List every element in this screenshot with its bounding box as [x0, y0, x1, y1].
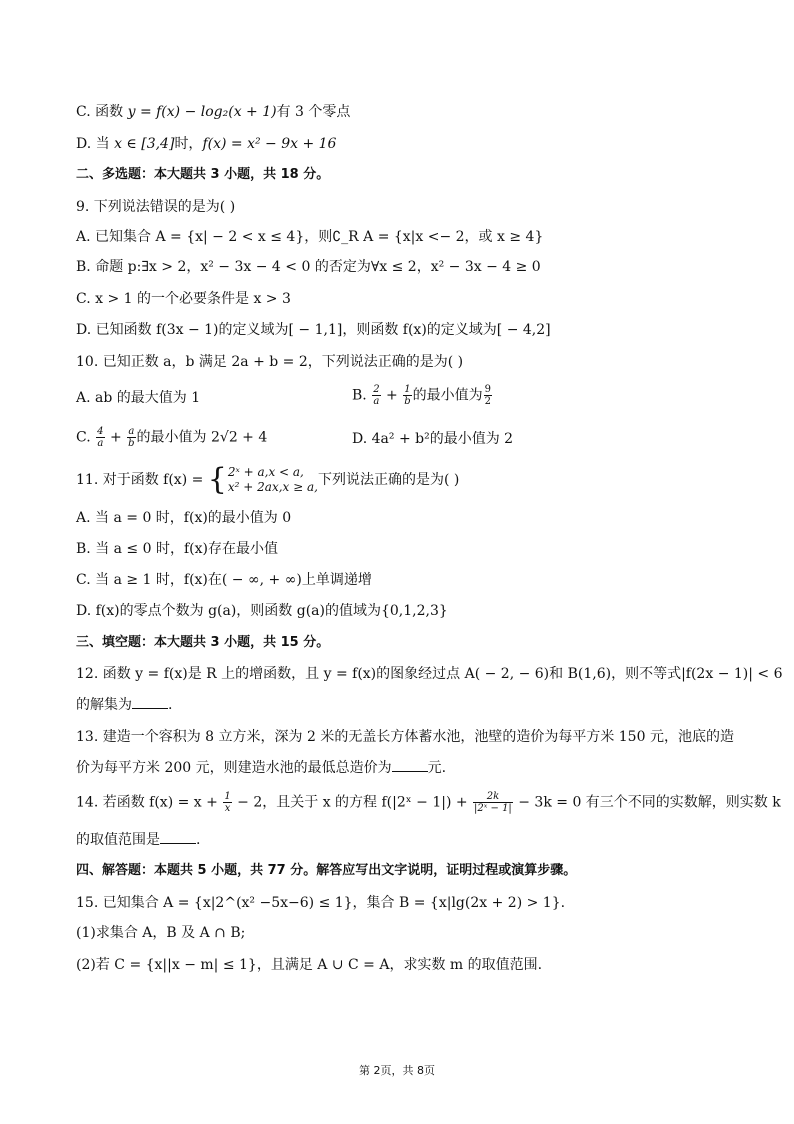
q8-d-math-2: f(x) = x² − 9x + 16	[202, 136, 337, 152]
q13-line-2-prefix: 价为每平方米 200 元，则建造水池的最低总造价为	[76, 760, 392, 776]
q14-line-2-suffix: .	[196, 832, 201, 848]
q12-line-2	[76, 696, 172, 714]
q8-option-d	[76, 135, 336, 153]
answer-blank	[160, 831, 196, 844]
q11-option-c: C. 当 a ≥ 1 时，f(x)在( − ∞, + ∞)上单调递增	[76, 572, 372, 588]
section-multiple-choice-title: 二、多选题：本大题共 3 小题，共 18 分。	[76, 167, 330, 182]
q8-c-suffix: 有 3 个零点	[276, 104, 351, 120]
q14-line-2	[76, 831, 200, 849]
q8-option-c	[76, 103, 350, 121]
q10-b-suffix: 的最小值为	[412, 387, 483, 404]
q12-line-2-suffix: .	[168, 697, 173, 713]
q13-line-2-suffix: 元.	[427, 760, 447, 776]
q14-line-1	[76, 791, 781, 814]
fraction-4-over-a: $\frac{4}{a}$	[97, 426, 104, 449]
q10-option-c: C. $\frac{4}{a}$ + $\frac{a}{b}$ 的最小值为 2√2 + 4	[76, 426, 268, 449]
q10-c-suffix: 的最小值为 2√2 + 4	[136, 429, 268, 446]
fraction-9-over-2: $\frac{9}{2}$	[484, 384, 491, 407]
q15-part-2: (2)若 C = {x||x − m| ≤ 1}，且满足 A ∪ C = A，求实数 m 的取值范围.	[76, 957, 543, 973]
q10-option-b: B. $\frac{2}{a}$ + $\frac{1}{b}$ 的最小值为 $\frac{9}{2}$	[352, 384, 491, 407]
fraction-2-over-a: $\frac{2}{a}$	[373, 384, 380, 407]
fraction-1-over-b: $\frac{1}{b}$	[404, 384, 411, 407]
q10-stem: 10. 已知正数 a，b 满足 2a + b = 2，下列说法正确的是为( )	[76, 354, 464, 370]
q10-option-d: D. 4a² + b²的最小值为 2	[352, 431, 514, 447]
answer-blank	[132, 696, 168, 709]
q13-line-1: 13. 建造一个容积为 8 立方米，深为 2 米的无盖长方体蓄水池，池壁的造价为每平方米 150 元，池底的造	[76, 729, 734, 745]
q9-option-d: D. 已知函数 f(3x − 1)的定义域为[ − 1,1]，则函数 f(x)的定义域为[ − 4,2]	[76, 322, 551, 338]
q14-prefix: 14. 若函数 f(x) = x +	[76, 794, 223, 811]
q11-stem-suffix: 下列说法正确的是为( )	[317, 472, 460, 488]
fraction-a-over-b: $\frac{a}{b}$	[128, 426, 135, 449]
q8-d-prefix: D. 当	[76, 136, 115, 152]
fraction-1-over-x: $\frac{1}{x}$	[224, 791, 231, 814]
q14-line-2-prefix: 的取值范围是	[76, 832, 160, 848]
q12-line-2-prefix: 的解集为	[76, 697, 132, 713]
q12-line-1: 12. 函数 y = f(x)是 R 上的增函数，且 y = f(x)的图象经过点 A( − 2, − 6)和 B(1,6)，则不等式|f(2x − 1)| < 6	[76, 666, 783, 682]
section-fill-in-title: 三、填空题：本大题共 3 小题，共 15 分。	[76, 635, 330, 650]
q9-option-b: B. 命题 p:∃x > 2，x² − 3x − 4 < 0 的否定为∀x ≤ 2，x² − 3x − 4 ≥ 0	[76, 259, 541, 275]
q11-stem	[76, 462, 460, 497]
q15-part-1: (1)求集合 A，B 及 A ∩ B;	[76, 925, 246, 941]
q8-c-math: y = f(x) − log₂(x + 1)	[127, 104, 277, 120]
q9-option-a: A. 已知集合 A = {x| − 2 < x ≤ 4}，则∁_R A = {x|x <− 2，或 x ≥ 4}	[76, 229, 544, 245]
q9-option-c: C. x > 1 的一个必要条件是 x > 3	[76, 291, 291, 307]
piecewise-cases	[228, 465, 318, 495]
q10-c-prefix: C.	[76, 429, 96, 446]
q8-d-math-1: x ∈ [3,4]	[114, 136, 175, 152]
q10-b-prefix: B.	[352, 387, 372, 404]
section-solution-title: 四、解答题：本题共 5 小题，共 77 分。解答应写出文字说明，证明过程或演算步骤。	[76, 863, 577, 878]
q8-d-mid: 时，	[174, 136, 203, 152]
left-brace: {	[207, 462, 227, 497]
q11-stem-prefix: 11. 对于函数 f(x) =	[76, 472, 208, 488]
q15-stem: 15. 已知集合 A = {x|2^(x² −5x−6) ≤ 1}，集合 B = {x|lg(2x + 2) > 1}.	[76, 895, 566, 911]
page-footer: 第 2页，共 8页	[359, 1064, 435, 1077]
q9-stem: 9. 下列说法错误的是为( )	[76, 199, 236, 215]
answer-blank	[392, 759, 428, 772]
q10-option-a: A. ab 的最大值为 1	[76, 390, 201, 406]
piecewise-case-1: 2ˣ + a,x < a,	[227, 465, 304, 479]
q14-suffix: − 3k = 0 有三个不同的实数解，则实数 k	[513, 794, 781, 811]
q11-option-a: A. 当 a = 0 时，f(x)的最小值为 0	[76, 510, 292, 526]
q8-c-prefix: C. 函数	[76, 104, 128, 120]
fraction-2k-over-abs: $\frac{2k}{\text{|2ˣ − 1|}}$	[474, 791, 512, 814]
q14-mid: − 2，且关于 x 的方程 f(|2ˣ − 1|) +	[232, 794, 473, 811]
q11-option-d: D. f(x)的零点个数为 g(a)，则函数 g(a)的值域为{0,1,2,3}	[76, 603, 448, 619]
q13-line-2	[76, 759, 446, 777]
q11-option-b: B. 当 a ≤ 0 时，f(x)存在最小值	[76, 541, 278, 557]
piecewise-case-2: x² + 2ax,x ≥ a,	[227, 480, 318, 494]
